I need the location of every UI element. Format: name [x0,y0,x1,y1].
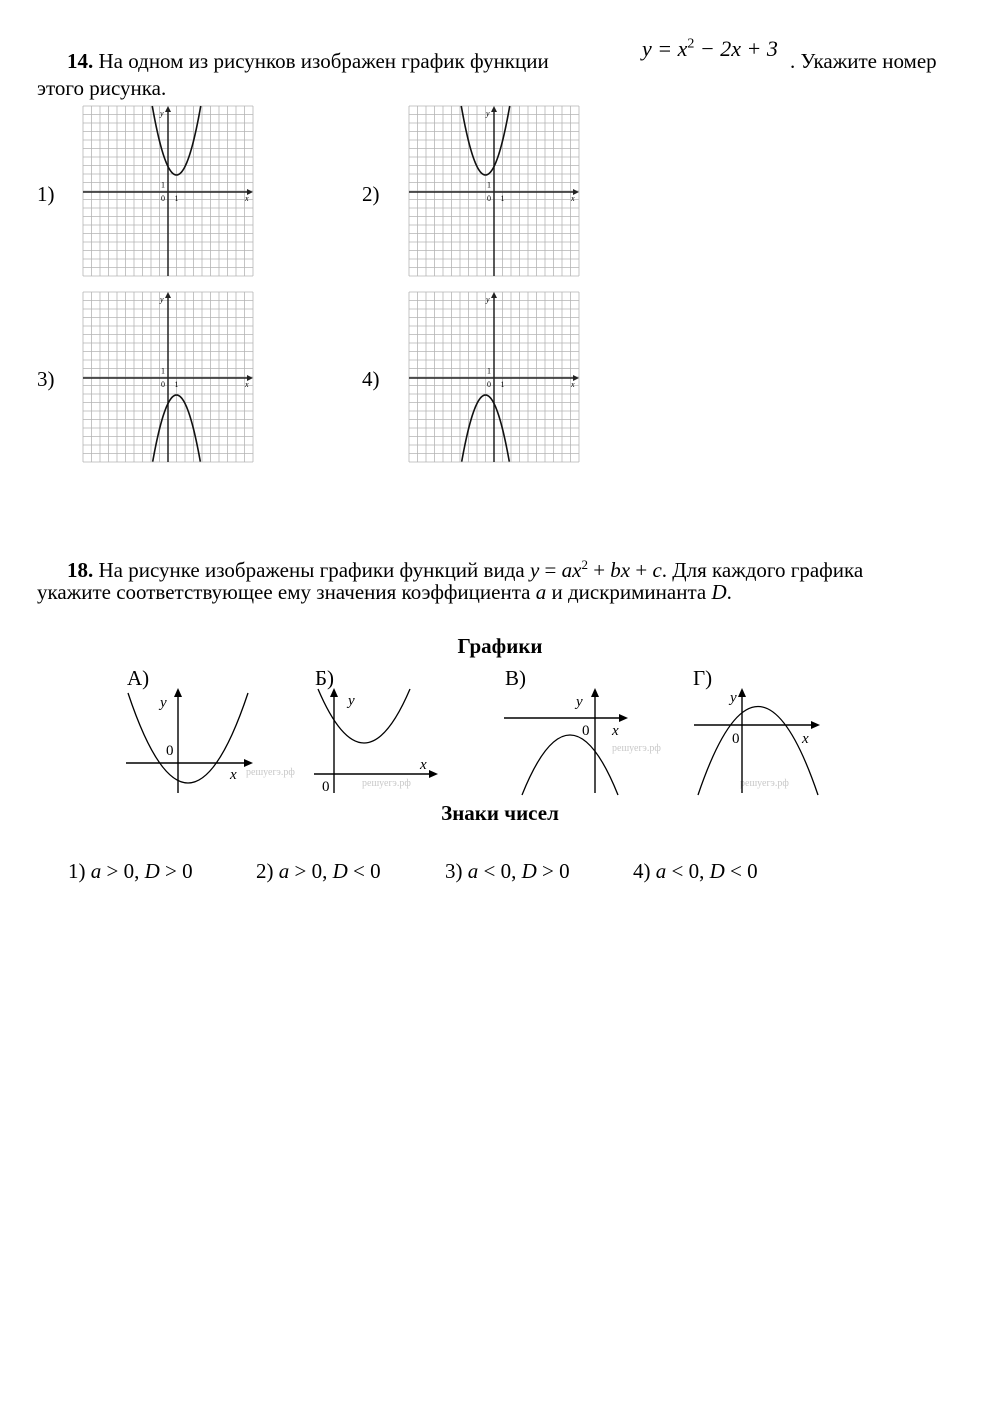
watermark: решуегэ.рф [740,778,789,789]
task18-line2 [37,579,732,606]
tick-label-1: 1 [161,366,165,376]
x-label: x [571,380,575,389]
signs-title: Знаки чисел [441,801,559,825]
y-arrow [491,106,497,112]
tick-label-1: 1 [487,366,491,376]
y-arrow [330,688,338,697]
task18-text: укажите соответствующее ему значения коэффициента [37,580,536,604]
answer-condition: < 0 [724,859,758,883]
answer-option-4 [633,858,758,885]
task18-formula-exp: 2 [581,557,588,572]
task18-number: 18. [67,558,94,582]
y-arrow [165,106,171,112]
task18-var-d: D [711,580,727,604]
watermark: решуегэ.рф [246,767,295,778]
tick-label-1: 1 [174,380,179,389]
task14-option-3-label: 3) [37,367,55,391]
graph-b [312,685,452,795]
graph-a [120,685,295,795]
watermark: решуегэ.рф [612,743,661,754]
task18-formula-plus: + [630,558,653,582]
y-label: y [348,693,355,709]
answer-d: D [521,859,537,883]
origin-label: 0 [161,194,165,203]
task18-formula-plus: + [587,558,611,582]
graph-g [690,685,830,795]
task18-formula-eq: = [539,558,562,582]
tick-label-1: 1 [487,180,491,190]
x-arrow [619,714,628,722]
task14-option-2-label: 2) [362,182,380,206]
graph-g-label: Г) [693,666,713,690]
task18-formula-ax: ax [561,558,582,582]
answer-number: 2) [256,859,279,883]
answer-condition: > 0 [159,859,193,883]
y-label: y [576,694,583,710]
answer-condition: > 0 [536,859,570,883]
task14-option-4-label: 4) [362,367,380,391]
origin-label: 0 [322,779,330,795]
y-label: y [486,295,490,304]
task18-text: и дискриминанта [546,580,712,604]
task14-graph-4 [409,292,579,462]
y-label: y [730,690,737,706]
answer-option-3 [445,858,570,885]
y-arrow [738,688,746,697]
x-label: x [802,731,809,747]
answer-number: 1) [68,859,91,883]
task14-graph-3 [83,292,253,462]
task14-number: 14. [67,49,94,73]
task14-text-line2: этого рисунка. [37,76,167,100]
watermark: решуегэ.рф [362,778,411,789]
task18-formula-c: c [652,558,662,582]
formula-rest: − 2x + 3 [694,36,778,61]
x-label: x [571,194,575,203]
task14-text-line1: На одном из рисунков изображен график функции [98,49,549,73]
parabola [318,689,410,743]
answer-condition: > 0, [101,859,145,883]
y-arrow [591,688,599,697]
answer-option-1 [68,858,193,885]
origin-label: 0 [166,743,174,759]
answer-number: 4) [633,859,656,883]
graphs-title: Графики [457,634,543,658]
task14-text-line1-end: . Укажите номер [790,49,937,73]
formula-lhs: y = x [642,36,688,61]
tick-label-1: 1 [500,194,505,203]
task18-text: . Для каждого графика [661,558,864,582]
origin-label: 0 [487,380,491,389]
x-label: x [245,194,249,203]
task18-text: . [726,580,732,604]
origin-label: 0 [487,194,491,203]
y-label: y [486,109,490,118]
answer-a: a [467,859,479,883]
task18-formula-bx: bx [610,558,631,582]
answer-a: a [278,859,290,883]
x-arrow [244,759,253,767]
answer-condition: > 0, [289,859,333,883]
y-label: y [160,109,164,118]
graph-b-label: Б) [315,666,335,690]
x-label: x [420,757,427,773]
answer-d: D [144,859,160,883]
y-arrow [165,292,171,298]
answer-d: D [709,859,725,883]
task14-graph-2 [409,106,579,276]
graph-a-label: А) [127,666,150,690]
answer-condition: < 0, [478,859,522,883]
tick-label-1: 1 [174,194,179,203]
answer-a: a [655,859,667,883]
tick-label-1: 1 [500,380,505,389]
x-label: x [612,723,619,739]
graph-v-label: В) [505,666,526,690]
tick-label-1: 1 [161,180,165,190]
parabola [522,735,618,795]
x-arrow [811,721,820,729]
origin-label: 0 [732,731,740,747]
answer-number: 3) [445,859,468,883]
answer-condition: < 0 [347,859,381,883]
graph-v [500,685,661,795]
task14-option-1-label: 1) [37,182,55,206]
answer-option-2 [256,858,381,885]
y-arrow [491,292,497,298]
y-label: y [160,295,164,304]
task14-graph-1 [83,106,253,276]
task18-text: На рисунке изображены графики функций вида [93,558,530,582]
y-label: y [160,695,167,711]
answer-a: a [90,859,102,883]
x-label: x [245,380,249,389]
task18-formula-y: y [529,558,540,582]
origin-label: 0 [161,380,165,389]
answer-condition: < 0, [666,859,710,883]
task18-var-a: a [535,580,547,604]
formula-exponent: 2 [687,36,695,52]
x-arrow [429,770,438,778]
x-label: x [230,767,237,783]
y-arrow [174,688,182,697]
origin-label: 0 [582,723,590,739]
task14-formula [642,36,778,62]
answer-d: D [332,859,348,883]
